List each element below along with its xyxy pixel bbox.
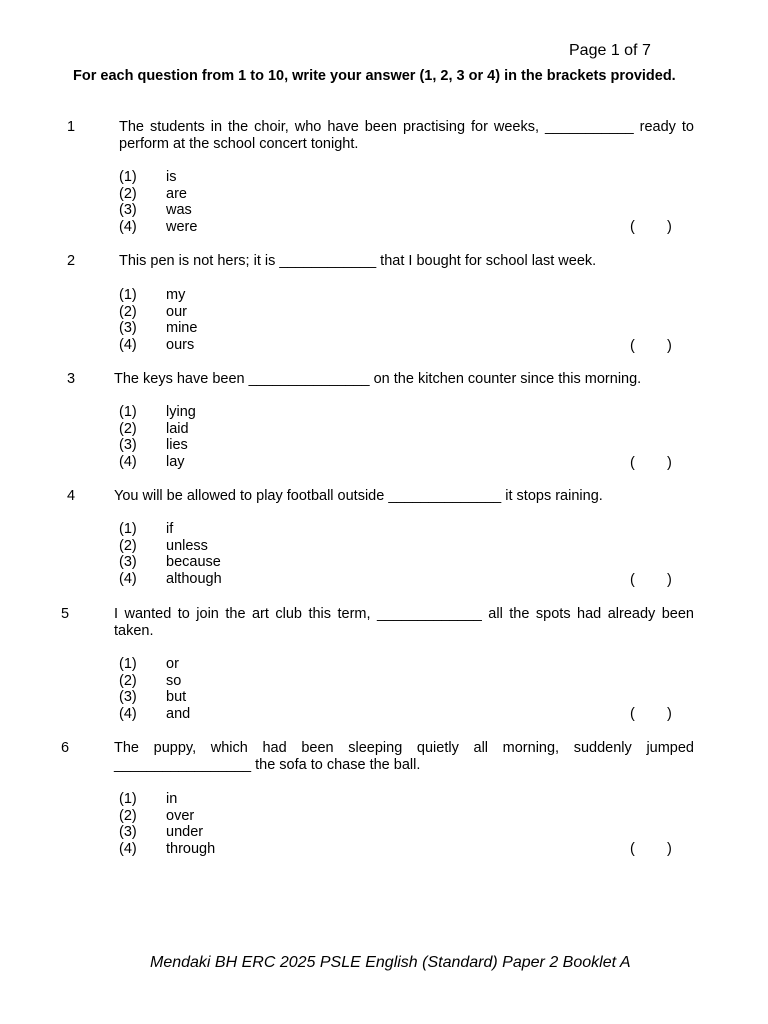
option: [119, 454, 679, 471]
option-number: (3): [119, 437, 137, 454]
question-number: 1: [67, 119, 76, 135]
option: [119, 186, 679, 203]
option-text: through: [166, 841, 216, 858]
option-text: in: [166, 791, 178, 807]
option-text: but: [166, 689, 187, 706]
option-text: or: [166, 656, 179, 672]
page-number: Page 1 of 7: [569, 42, 651, 59]
option-text: my: [166, 287, 186, 303]
question-number: 4: [67, 488, 76, 504]
option-number: (2): [119, 185, 137, 202]
question-text: The puppy, which had been sleeping quietly all morning, suddenly jumped _________________ the sofa to chase the ball.: [114, 740, 694, 773]
options-list: [119, 287, 679, 354]
option: [119, 304, 679, 321]
option-number: (1): [119, 656, 137, 672]
option: [119, 169, 679, 186]
option: [119, 824, 679, 841]
option: [119, 404, 679, 421]
question-text: The students in the choir, who have been practising for weeks, ___________ ready to perform at the school concert tonight.: [119, 119, 694, 152]
option-number: (2): [119, 420, 137, 437]
option-number: (2): [119, 537, 137, 554]
question-number: 6: [61, 740, 70, 756]
option-number: (3): [119, 824, 137, 841]
option: [119, 571, 679, 588]
question-number: 3: [67, 371, 76, 387]
option-number: (3): [119, 689, 137, 706]
option-number: (1): [119, 404, 137, 420]
option: [119, 706, 679, 723]
option-text: ours: [166, 337, 195, 354]
answer-bracket[interactable]: ( ): [630, 219, 672, 235]
instructions: For each question from 1 to 10, write your answer (1, 2, 3 or 4) in the brackets provided.: [73, 68, 676, 84]
option: [119, 320, 679, 337]
option: [119, 219, 679, 236]
option-text: laid: [166, 420, 189, 437]
option-number: (3): [119, 202, 137, 219]
option-number: (4): [119, 706, 137, 723]
answer-bracket[interactable]: ( ): [630, 455, 672, 471]
question-number: 5: [61, 606, 70, 622]
option: [119, 421, 679, 438]
footer: Mendaki BH ERC 2025 PSLE English (Standard) Paper 2 Booklet A: [150, 954, 631, 971]
options-list: [119, 169, 679, 236]
option-text: because: [166, 554, 221, 571]
option-text: was: [166, 202, 192, 219]
option-number: (1): [119, 169, 137, 185]
option-number: (4): [119, 219, 137, 236]
option: [119, 808, 679, 825]
question-text: You will be allowed to play football outside ______________ it stops raining.: [114, 488, 603, 504]
option-number: (2): [119, 672, 137, 689]
answer-bracket[interactable]: ( ): [630, 338, 672, 354]
options-list: [119, 656, 679, 723]
answer-bracket[interactable]: ( ): [630, 572, 672, 588]
option-text: lies: [166, 437, 188, 454]
option: [119, 538, 679, 555]
option-number: (4): [119, 841, 137, 858]
option-text: are: [166, 185, 187, 202]
options-list: [119, 791, 679, 858]
option-text: although: [166, 571, 222, 588]
option: [119, 841, 679, 858]
options-list: [119, 521, 679, 588]
option-number: (2): [119, 303, 137, 320]
option: [119, 337, 679, 354]
option: [119, 202, 679, 219]
option-text: and: [166, 706, 191, 723]
options-list: [119, 404, 679, 471]
option-number: (3): [119, 554, 137, 571]
option-number: (1): [119, 791, 137, 807]
option-text: is: [166, 169, 177, 185]
option-text: our: [166, 303, 187, 320]
question-text: This pen is not hers; it is ____________ that I bought for school last week.: [119, 253, 597, 269]
option-number: (1): [119, 521, 137, 537]
option-text: lay: [166, 454, 185, 471]
option-text: over: [166, 807, 195, 824]
option-text: unless: [166, 537, 208, 554]
option-number: (4): [119, 454, 137, 471]
option-text: so: [166, 672, 182, 689]
option-text: lying: [166, 404, 196, 420]
answer-bracket[interactable]: ( ): [630, 706, 672, 722]
option-text: under: [166, 824, 204, 841]
option-number: (3): [119, 320, 137, 337]
option: [119, 656, 679, 673]
option: [119, 673, 679, 690]
option-text: were: [166, 219, 198, 236]
option-number: (2): [119, 807, 137, 824]
option: [119, 287, 679, 304]
option-number: (4): [119, 571, 137, 588]
option-number: (4): [119, 337, 137, 354]
option-number: (1): [119, 287, 137, 303]
option: [119, 689, 679, 706]
answer-bracket[interactable]: ( ): [630, 841, 672, 857]
option-text: mine: [166, 320, 198, 337]
option: [119, 437, 679, 454]
option: [119, 521, 679, 538]
question-number: 2: [67, 253, 76, 269]
option: [119, 791, 679, 808]
question-text: I wanted to join the art club this term, _____________ all the spots had already been taken.: [114, 606, 694, 639]
option-text: if: [166, 521, 174, 537]
option: [119, 554, 679, 571]
question-text: The keys have been _______________ on the kitchen counter since this morning.: [114, 371, 642, 387]
